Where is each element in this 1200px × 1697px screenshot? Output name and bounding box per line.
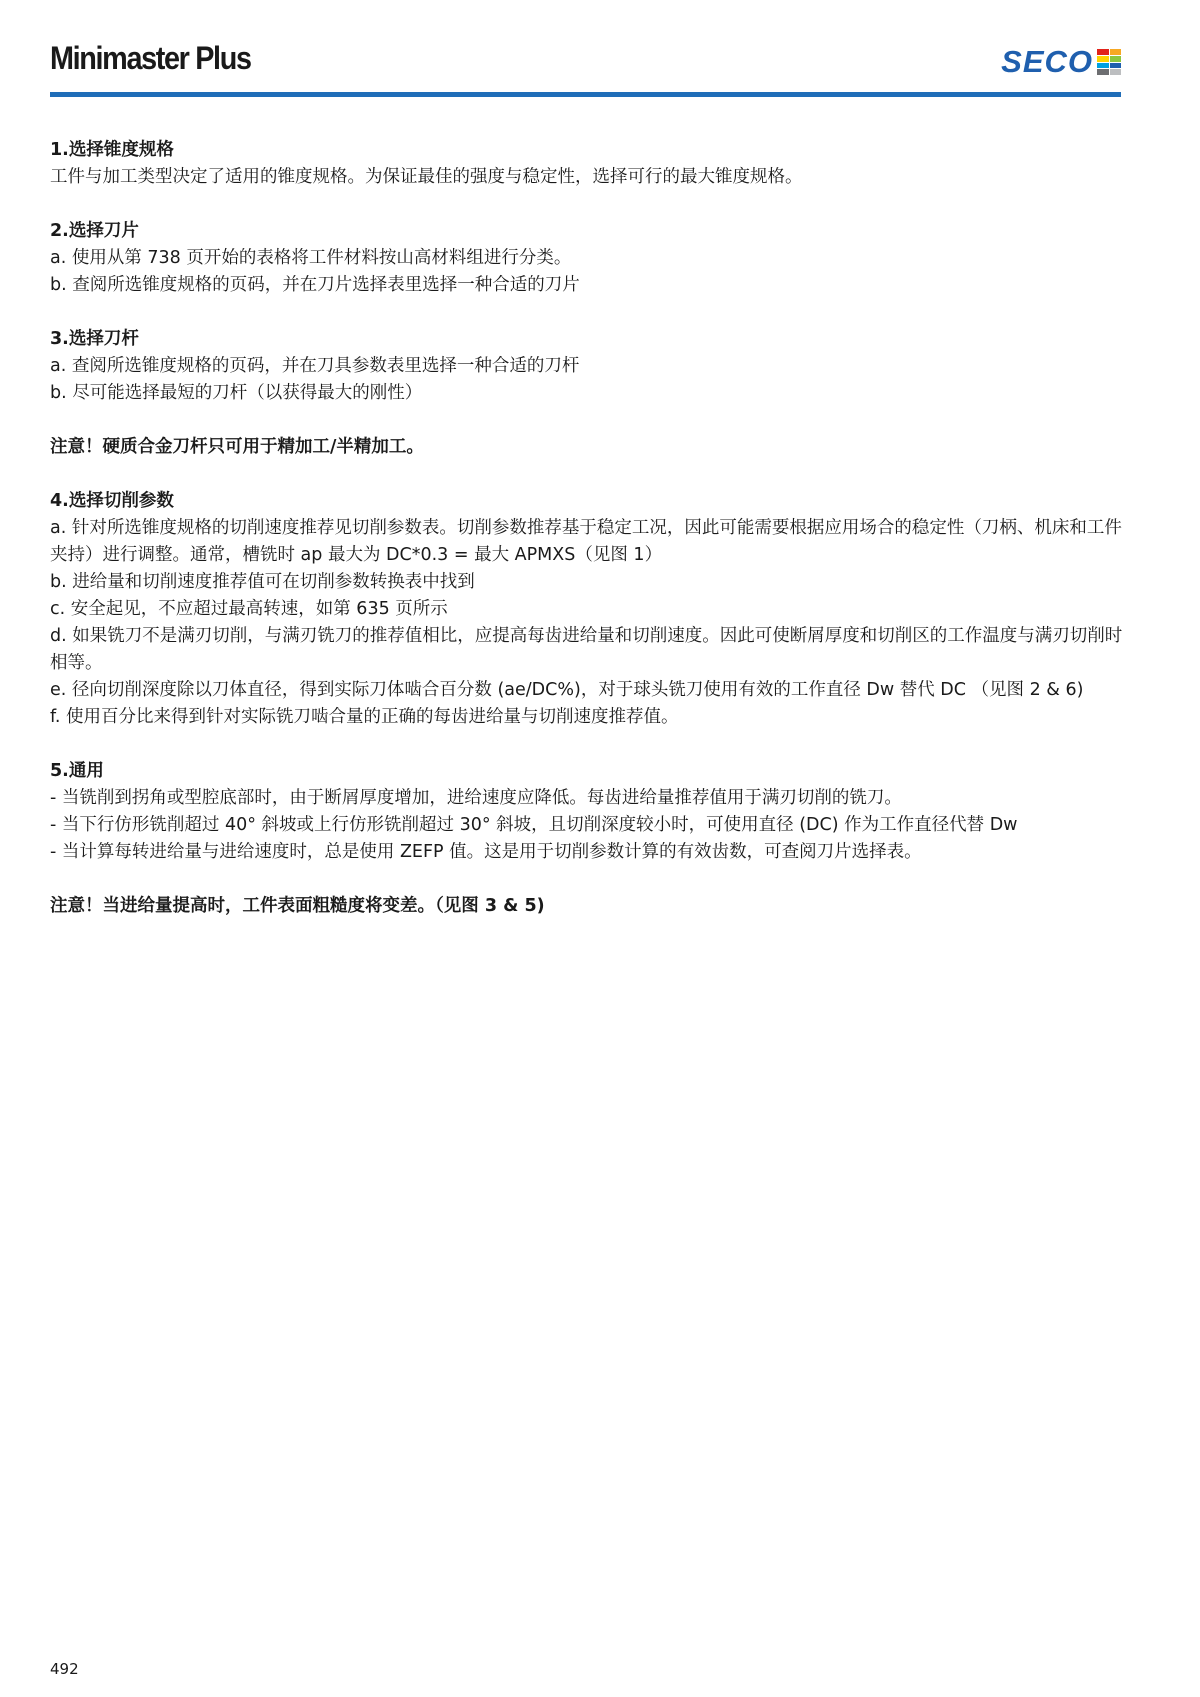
page-number: 492 xyxy=(50,1660,79,1678)
logo-color-block xyxy=(1110,69,1122,75)
logo-color-block xyxy=(1110,56,1122,62)
section-line: b. 进给量和切削速度推荐值可在切削参数转换表中找到 xyxy=(50,572,475,592)
note-text: 注意！硬质合金刀杆只可用于精加工/半精加工。 xyxy=(50,437,424,457)
section-7 xyxy=(50,893,1125,920)
section-line: - 当铣削到拐角或型腔底部时，由于断屑厚度增加，进给速度应降低。每齿进给量推荐值用于满刃切削的铣刀。 xyxy=(50,788,902,808)
section-title: 5.通用 xyxy=(50,761,104,781)
header-rule xyxy=(50,92,1121,97)
document-title: Minimaster Plus xyxy=(50,40,251,76)
section-title: 1.选择锥度规格 xyxy=(50,140,174,160)
logo-color-block xyxy=(1097,56,1109,62)
seco-logo xyxy=(1001,44,1121,79)
section-title: 3.选择刀杆 xyxy=(50,329,139,349)
logo-color-block xyxy=(1110,49,1122,55)
section-5 xyxy=(50,488,1125,731)
logo-wordmark: SECO xyxy=(1001,44,1093,79)
section-3 xyxy=(50,326,1125,407)
logo-color-block xyxy=(1110,63,1122,69)
section-line: b. 尽可能选择最短的刀杆（以获得最大的刚性） xyxy=(50,383,423,403)
section-line: c. 安全起见，不应超过最高转速，如第 635 页所示 xyxy=(50,599,448,619)
logo-color-block xyxy=(1097,69,1109,75)
section-line: d. 如果铣刀不是满刃切削，与满刃铣刀的推荐值相比，应提高每齿进给量和切削速度。因此可使断屑厚度和切削区的工作温度与满刃切削时相等。 xyxy=(50,626,1123,673)
logo-color-mark-icon xyxy=(1097,49,1121,75)
section-line: - 当计算每转进给量与进给速度时，总是使用 ZEFP 值。这是用于切削参数计算的有效齿数，可查阅刀片选择表。 xyxy=(50,842,922,862)
section-6 xyxy=(50,758,1125,866)
section-line: - 当下行仿形铣削超过 40° 斜坡或上行仿形铣削超过 30° 斜坡，且切削深度较小时，可使用直径 (DC) 作为工作直径代替 Dw xyxy=(50,815,1018,835)
section-title: 2.选择刀片 xyxy=(50,221,139,241)
section-line: e. 径向切削深度除以刀体直径，得到实际刀体啮合百分数 (ae/DC%)，对于球头铣刀使用有效的工作直径 Dw 替代 DC （见图 2 & 6) xyxy=(50,680,1084,700)
section-line: b. 查阅所选锥度规格的页码，并在刀片选择表里选择一种合适的刀片 xyxy=(50,275,580,295)
section-title: 4.选择切削参数 xyxy=(50,491,174,511)
section-2 xyxy=(50,218,1125,299)
section-line: a. 查阅所选锥度规格的页码，并在刀具参数表里选择一种合适的刀杆 xyxy=(50,356,580,376)
logo-color-block xyxy=(1097,49,1109,55)
section-1 xyxy=(50,137,1125,191)
page-header xyxy=(50,40,1121,98)
section-4 xyxy=(50,434,1125,461)
note-text: 注意！当进给量提高时，工件表面粗糙度将变差。（见图 3 & 5) xyxy=(50,896,545,916)
section-line: 工件与加工类型决定了适用的锥度规格。为保证最佳的强度与稳定性，选择可行的最大锥度规格。 xyxy=(50,167,803,187)
main-content xyxy=(50,137,1125,947)
section-line: a. 使用从第 738 页开始的表格将工件材料按山高材料组进行分类。 xyxy=(50,248,572,268)
section-line: f. 使用百分比来得到针对实际铣刀啮合量的正确的每齿进给量与切削速度推荐值。 xyxy=(50,707,679,727)
logo-color-block xyxy=(1097,63,1109,69)
section-line: a. 针对所选锥度规格的切削速度推荐见切削参数表。切削参数推荐基于稳定工况，因此可能需要根据应用场合的稳定性（刀柄、机床和工件夹持）进行调整。通常，槽铣时 ap 最大为 DC*0.3 = 最大 APMXS（见图 1） xyxy=(50,518,1122,565)
